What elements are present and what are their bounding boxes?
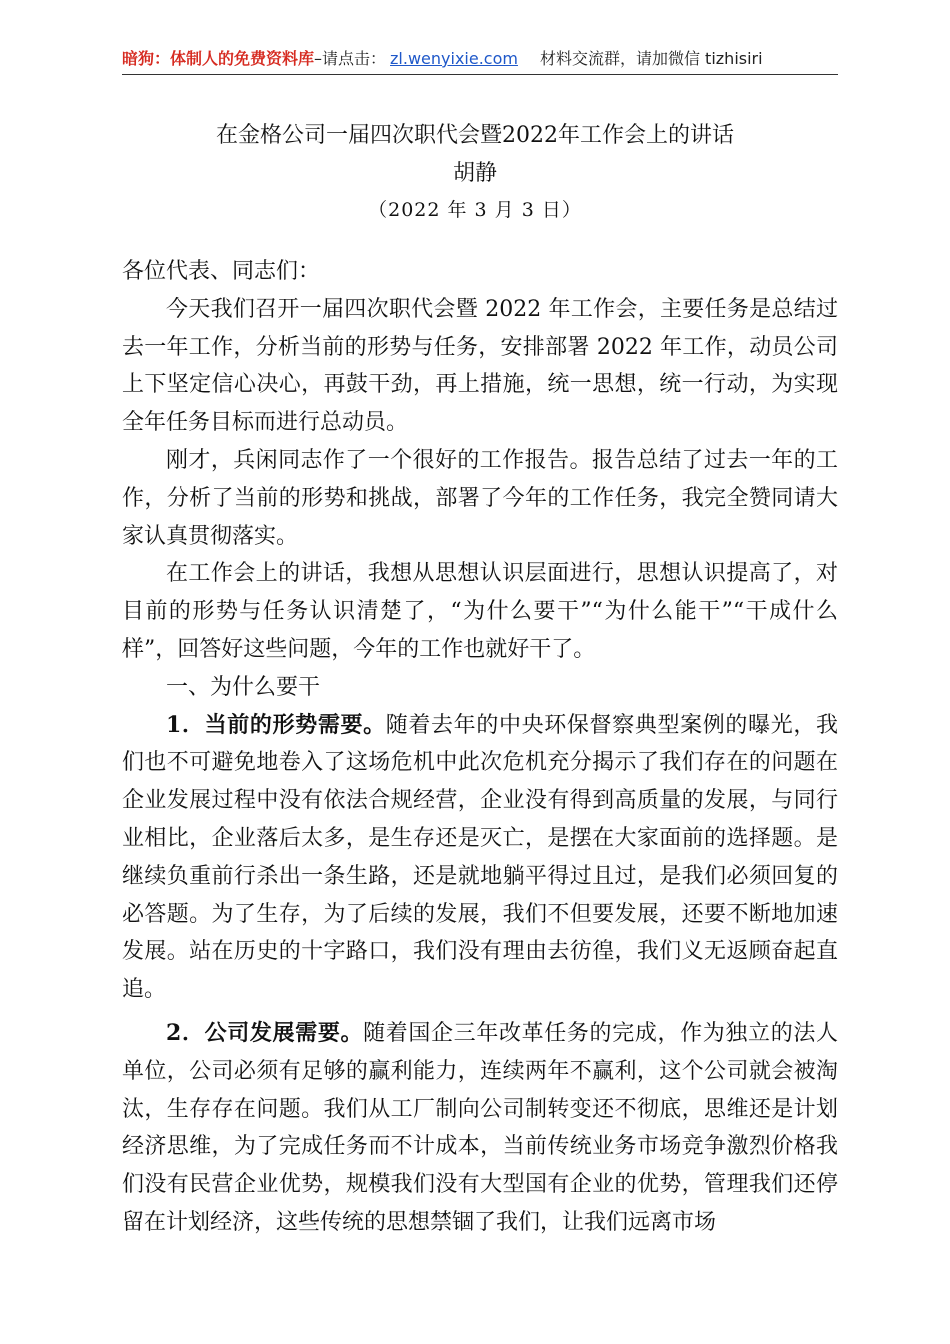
document-date: （2022 年 3 月 3 日）: [368, 199, 582, 221]
page-header: [122, 46, 838, 75]
document-title: 在金格公司一届四次职代会暨2022年工作会上的讲话: [216, 123, 734, 148]
item-2: [122, 1015, 838, 1242]
section-heading-1: 一、为什么要干: [166, 674, 321, 700]
header-wechat: 材料交流群，请加微信 tizhisiri: [539, 49, 763, 68]
item-1-text: 随着去年的中央环保督察典型案例的曝光，我们也不可避免地卷入了这场危机中此次危机充分揭示了我们存在的问题在企业发展过程中没有依法合规经营，企业没有得到高质量的发展，与同行业相比，企业落后太多，是生存还是灭亡，是摆在大家面前的选择题。是继续负重前行杀出一条生路，还是就地躺平得过且过，是我们必须回复的必答题。为了生存，为了后续的发展，我们不但要发展，还要不断地加速发展。站在历史的十字路口，我们没有理由去彷徨，我们义无返顾奋起直追。: [122, 712, 838, 1003]
header-click-text: –请点击：: [314, 49, 387, 68]
header-link[interactable]: zl.wenyixie.com: [390, 49, 518, 68]
item-1-heading: 1．当前的形势需要。: [166, 711, 386, 738]
paragraph-3: 在工作会上的讲话，我想从思想认识层面进行，思想认识提高了，对目前的形势与任务认识清楚了，“为什么要干”“为什么能干”“干成什么样”，回答好这些问题，今年的工作也就好干了。: [122, 561, 838, 662]
document-body: [122, 245, 838, 1242]
paragraph-1: 今天我们召开一届四次职代会暨 2022 年工作会，主要任务是总结过去一年工作，分析当前的形势与任务，安排部署 2022 年工作，动员公司上下坚定信心决心，再鼓干劲，再上措施，统一思想，统一行动，为实现全年任务目标而进行总动员。: [122, 296, 838, 436]
salutation: 各位代表、同志们：: [122, 259, 321, 284]
paragraph-2: 刚才，兵闲同志作了一个很好的工作报告。报告总结了过去一年的工作，分析了当前的形势和挑战，部署了今年的工作任务，我完全赞同请大家认真贯彻落实。: [122, 447, 838, 549]
item-2-text: 随着国企三年改革任务的完成，作为独立的法人单位，公司必须有足够的赢利能力，连续两年不赢利，这个公司就会被淘汰，生存存在问题。我们从工厂制向公司制转变还不彻底，思维还是计划经济思维，为了完成任务而不计成本，当前传统业务市场竞争激烈价格我们没有民营企业优势，规模我们没有大型国有企业的优势，管理我们还停留在计划经济，这些传统的思想禁锢了我们，让我们远离市场: [122, 1020, 838, 1235]
item-2-heading: 2．公司发展需要。: [166, 1019, 364, 1046]
header-brand: 暗狗：体制人的免费资料库: [122, 49, 315, 68]
document-author: 胡静: [452, 161, 497, 186]
item-1: [122, 707, 838, 1009]
